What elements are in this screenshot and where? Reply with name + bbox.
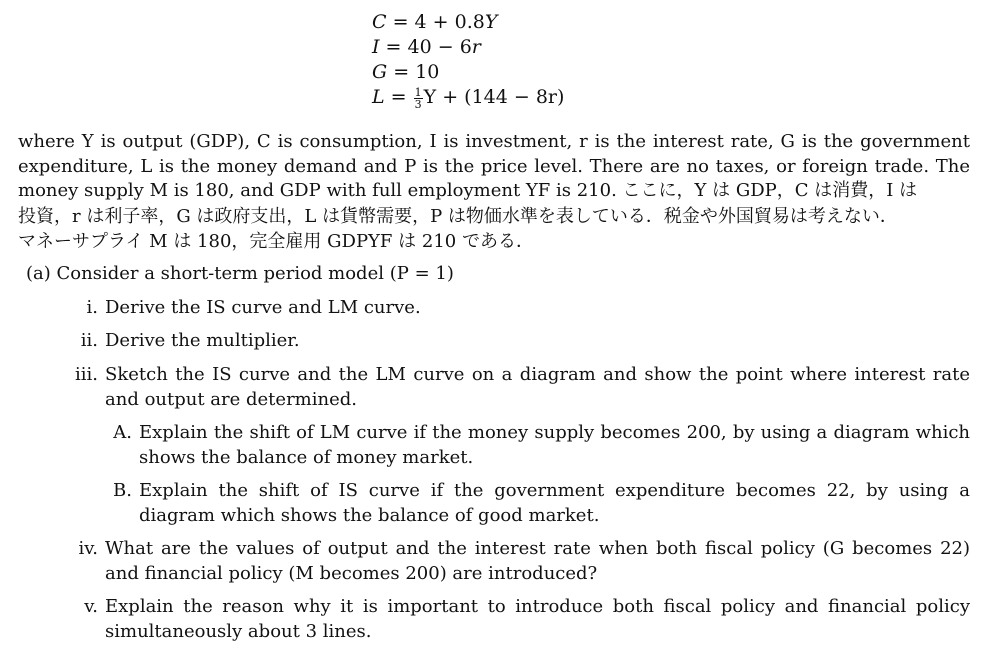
part-a bbox=[26, 262, 926, 287]
money-demand-equation: L = $\frac{1}{3}$ Y + (144 − 8r) bbox=[372, 85, 565, 111]
part-a-label: (a) bbox=[26, 263, 51, 284]
intro-japanese-line-3: マネーサプライ M は 180，完全雇用 GDPYF は 210 である． bbox=[18, 230, 534, 252]
intro-japanese-line-1: ここに，Y は GDP，C は消費，I は bbox=[622, 180, 918, 201]
investment-equation: I = 40 − 6r bbox=[372, 36, 481, 58]
intro-japanese-line-2: 投資，r は利子率，G は政府支出，L は貨幣需要，P は物価水準を表している．税金や外国貿易は考えない． bbox=[18, 206, 898, 227]
government-equation: G = 10 bbox=[372, 61, 440, 83]
model-equations bbox=[372, 10, 564, 110]
problem-page: C = 4 + 0.8Y I = 40 − 6r G = 10 L = $\frac{1}{3}$ Y + (144 − 8r) where Y is output (GDP), C is consumption, I is investment, r is the interest rate, G is the government expenditure, L is the money demand and P is the price level. There are no taxes, or foreign trade. The money supply M is 180, and GDP with full employment YF is 210. ここに，Y は GDP，C は消費，I は 投資，r は利子率，G は政府支出，L は貨幣需要，P は物価水準を表している．税金や外国貿易は考えない． マネーサプライ M は 180，完全雇用 GDPYF は 210 である． (a) Consider a short-term period model (P = 1) i. Derive the IS curve and LM curve. ii. Derive the multiplier. iii. Sketch the IS curve and the LM curve on a diagram and show the point where interest rate and output are determined. A. Explain the shift of LM curve if the money supply becomes 200, by using a diagram which shows the balance of money market. B. Explain the shift of IS curve if the government expenditure becomes 22, by using a diagram which shows the balance of good market. iv. What are the values of output and the interest rate when both fiscal policy (G becomes 22) and financial policy (M becomes 200) are introduced? v. Explain the reason why it is important to introduce both fiscal policy and financial policy simultaneously about 3 lines. bbox=[18, 11, 970, 642]
consumption-equation: C = 4 + 0.8Y bbox=[372, 11, 498, 33]
one-third-fraction: $\frac{1}{3}$ bbox=[414, 85, 422, 111]
intro-japanese bbox=[18, 205, 970, 254]
part-a-text: Consider a short-term period model (P = 1) bbox=[56, 263, 454, 284]
intro-english: where Y is output (GDP), C is consumption, I is investment, r is the interest rate, G is the government expenditure, L is the money demand and P is the price level. There are no taxes, or foreign trade. The money supply M is 180, and GDP with full employment YF is 210. ここに，Y は GDP，C は消費，I は bbox=[18, 131, 970, 201]
